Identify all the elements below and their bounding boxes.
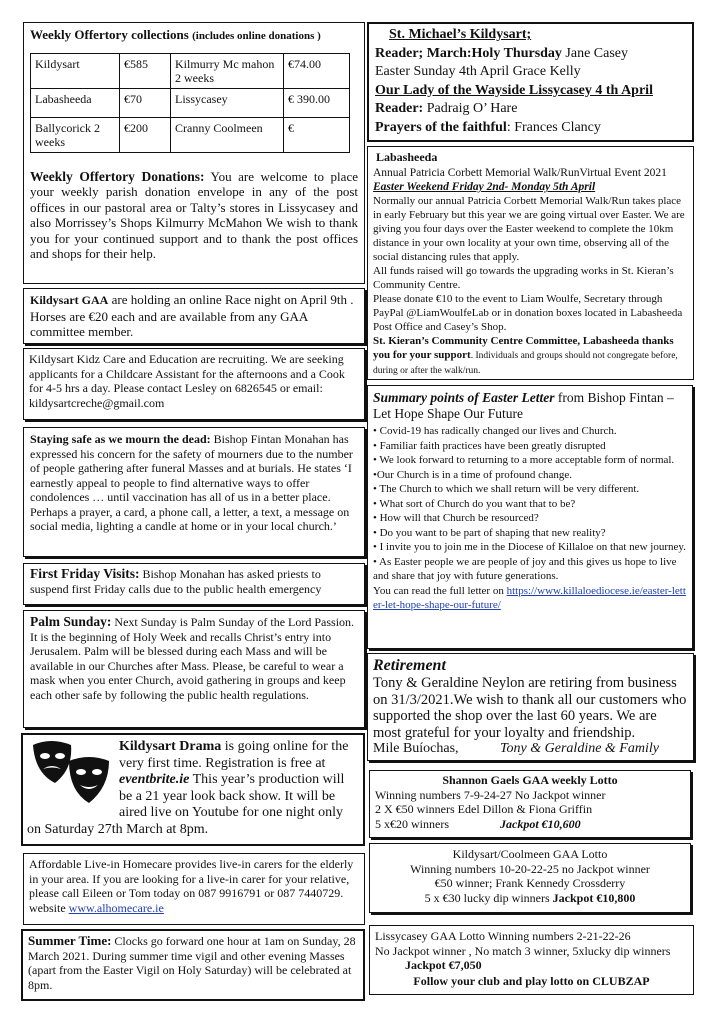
drama-site: eventbrite.ie [119, 772, 190, 787]
reader-label: Reader; March:Holy Thursday [375, 45, 562, 61]
table-cell: Labasheeda [31, 88, 120, 117]
coolmeen-lotto-heading: Kildysart/Coolmeen GAA Lotto [452, 847, 608, 861]
shannon-lotto-winners: 5 x€20 winners [375, 816, 449, 831]
table-cell: € 390.00 [284, 88, 350, 117]
homecare-text: Affordable Live-in Homecare provides live-in carers for the elderly in your area. If you are looking for a live-in carer for your relative, please call Eileen or Tom today on 087 9916791 or 087 7440729. website [29, 857, 354, 915]
labasheeda-p1: Normally our annual Patricia Corbett Memorial Walk/Run takes place in early February but this year we are going virtual over Easter. We are giving you four days over the Easter weekend to complete the 10km distance in your own locality at your own time, observing all of the social distancing rules that apply. [373, 195, 685, 263]
table-cell: Kildysart [31, 53, 120, 88]
st-michaels-reader [375, 46, 686, 63]
staying-safe-text: Bishop Fintan Monahan has expressed his concern for the safety of mourners due to the number of people gathering after funeral Masses and at burials. He states ‘I earnestly appeal to people to find alternative ways to offer condolences … until vaccination has all of us in a better place. Perhaps a prayer, a card, a phone call, a letter, a text, a message on social media, lighting a candle at home or in your local church.’ [30, 432, 353, 533]
table-cell: €200 [120, 117, 171, 152]
labasheeda-subtitle: Annual Patricia Corbett Memorial Walk/RunVirtual Event 2021 [373, 167, 667, 179]
lissycasey-lotto-winners: No Jackpot winner , No match 3 winner, 5xlucky dip winners [375, 943, 671, 958]
table-cell: Ballycorick 2 weeks [31, 117, 120, 152]
table-row [31, 53, 350, 88]
st-michaels-box [367, 22, 694, 142]
palm-sunday-paragraph [30, 615, 358, 702]
offertory-box [23, 22, 365, 284]
labasheeda-p4 [373, 334, 688, 378]
labasheeda-dates: Easter Weekend Friday 2nd- Monday 5th April [373, 181, 596, 193]
lissycasey-lotto-follow: Follow your club and play lotto on CLUBZAP [413, 973, 650, 988]
table-cell: Kilmurry Mc mahon 2 weeks [171, 53, 284, 88]
homecare-paragraph [29, 857, 359, 915]
staying-safe-heading: Staying safe as we mourn the dead: [30, 432, 211, 446]
retirement-box [367, 653, 694, 761]
shannon-gaels-lotto-box [369, 770, 691, 838]
labasheeda-thanks: St. Kieran’s Community Centre Committee, Labasheeda thanks you for your support [373, 335, 674, 361]
first-friday-text: Bishop Monahan has asked priests to suspend first Friday calls due to the public health emergency [30, 567, 322, 596]
list-item: • I invite you to join me in the Diocese of Killaloe on that new journey. [373, 541, 686, 553]
table-cell: Lissycasey [171, 88, 284, 117]
st-michaels-heading: St. Michael’s Kildysart; [389, 27, 532, 42]
offertory-table [30, 53, 350, 153]
easter-letter-heading: Summary points of Easter Letter [373, 390, 555, 405]
coolmeen-lotto-line1: Winning numbers 10-20-22-25 no Jackpot winner [410, 861, 650, 876]
first-friday-box [23, 563, 365, 605]
list-item: • The Church to which we shall return will be very different. [373, 483, 640, 495]
shannon-lotto-line1: Winning numbers 7-9-24-27 No Jackpot winner [375, 787, 606, 802]
drama-text-2: This year’s production will be a 21 year look back show. It will be aired live on Youtube for one night only on Saturday 27th March at 8pm. [27, 772, 345, 837]
table-cell: € [284, 117, 350, 152]
staying-safe-box [23, 427, 365, 557]
offertory-title: Weekly Offertory collections [30, 27, 189, 42]
reader2-name: Padraig O’ Hare [426, 101, 518, 116]
table-row [31, 88, 350, 117]
labasheeda-p2: All funds raised will go towards the upgrading works in St. Kieran’s Community Centre. [373, 265, 674, 291]
donations-paragraph [30, 169, 358, 262]
table-cell: €585 [120, 53, 171, 88]
list-item: • We look forward to returning to a more acceptable form of normal. [373, 454, 675, 466]
easter-sunday-reader: Easter Sunday 4th April Grace Kelly [375, 64, 581, 79]
retirement-sign-right: Tony & Geraldine & Family [500, 741, 659, 756]
palm-sunday-text: Next Sunday is Palm Sunday of the Lord Passion. It is the beginning of Holy Week and recalls Christ’s entry into Jerusalem. Palm will be blessed during each Mass and will be available in our Churches after Mass. Please, be careful to wear a mask when you enter Church, avoid gathering in groups and keep each other safe by following the public health regulations. [30, 615, 355, 702]
drama-text-1: is going online for the very first time. Registration is free at [119, 739, 349, 771]
gaa-race-heading: Kildysart GAA [30, 293, 109, 307]
reader2-label: Reader: [375, 101, 424, 116]
palm-sunday-heading: Palm Sunday: [30, 614, 112, 629]
offertory-title-line [30, 27, 358, 45]
retirement-sign [373, 741, 688, 758]
labasheeda-p3: Please donate €10 to the event to Liam Woulfe, Secretary through PayPal @LiamWoulfeLab or in donation boxes located in Labasheeda Post Office and Casey’s Shop. [373, 293, 683, 333]
easter-letter-points [373, 424, 687, 584]
reader-name: Jane Casey [565, 45, 629, 61]
summer-time-box [21, 929, 365, 1001]
easter-letter-link-prefix: You can read the full letter on [373, 584, 504, 597]
coolmeen-lotto-line2: €50 winner; Frank Kennedy Crossderry [434, 876, 626, 890]
homecare-box [23, 853, 365, 925]
prayers-name: : Frances Clancy [506, 119, 601, 135]
labasheeda-heading: Labasheeda [376, 150, 438, 164]
shannon-lotto-line2: 2 X €50 winners Edel Dillon & Fiona Griffin [375, 802, 593, 816]
summer-time-text: Clocks go forward one hour at 1am on Sunday, 28 March 2021. During summer time vigil and other evening Masses (apart from the Easter Vigil on Holy Saturday) will be celebrated at 8pm. [28, 934, 356, 992]
list-item: • Covid-19 has radically changed our lives and Church. [373, 425, 617, 437]
list-item: • Familiar faith practices have been greatly disrupted [373, 439, 606, 452]
lissycasey-lotto-line1: Lissycasey GAA Lotto Winning numbers 2-21-22-26 [375, 929, 631, 943]
gaa-race-paragraph [30, 292, 358, 340]
lissycasey-lotto-box [369, 925, 694, 995]
table-cell: €74.00 [284, 53, 350, 88]
first-friday-heading: First Friday Visits: [30, 566, 140, 581]
prayers-line [375, 120, 686, 137]
palm-sunday-box [23, 610, 365, 728]
summer-time-paragraph [28, 934, 358, 992]
easter-letter-link[interactable]: https://www.killaloediocese.ie/easter-letter-let-hope-shape-our-future/ [373, 584, 686, 611]
coolmeen-lotto-jackpot: Jackpot €10,800 [552, 890, 636, 905]
theatre-masks-icon [29, 739, 113, 809]
lissycasey-lotto-jackpot: Jackpot €7,050 [405, 958, 482, 972]
gaa-race-box [23, 288, 365, 344]
coolmeen-lotto-line3 [375, 891, 685, 906]
first-friday-paragraph [30, 567, 358, 596]
retirement-text: Tony & Geraldine Neylon are retiring from business on 31/3/2021.We wish to thank all our customers who supported the shop over the last 60 years. We are most grateful for your loyalty and friendship. [373, 675, 687, 741]
retirement-heading: Retirement [373, 657, 446, 674]
easter-letter-box [367, 385, 693, 649]
offertory-title-note: (includes online donations ) [192, 30, 321, 42]
coolmeen-lotto-winners: 5 x €30 lucky dip winners [424, 890, 550, 905]
drama-box [21, 733, 365, 846]
summer-time-heading: Summer Time: [28, 933, 112, 948]
kidz-care-box [23, 348, 365, 420]
kidz-care-text: Kildysart Kidz Care and Education are recruiting. We are seeking applicants for a Childcare Assistant for the afternoons and a Cook for 4-5 hrs a day. Please contact Lesley on 6826545 or email: kildysartcreche@gmail.com [29, 352, 345, 410]
easter-letter-title [373, 390, 687, 422]
shannon-lotto-jackpot: Jackpot €10,600 [500, 816, 581, 831]
lissycasey-reader [375, 101, 686, 118]
gaa-race-text: are holding an online Race night on April 9th . Horses are €20 each and are available from any GAA committee member. [30, 292, 354, 339]
list-item: • Do you want to be part of shaping that new reality? [373, 526, 606, 539]
drama-heading: Kildysart Drama [119, 739, 222, 754]
prayers-label: Prayers of the faithful [375, 119, 507, 135]
lissycasey-lotto-line2 [375, 944, 688, 973]
lady-wayside-heading: Our Lady of the Wayside Lissycasey 4 th April [375, 82, 653, 98]
shannon-lotto-heading: Shannon Gaels GAA weekly Lotto [442, 773, 618, 787]
labasheeda-box [367, 146, 694, 380]
table-row [31, 117, 350, 152]
retirement-sign-left: Mile Buíochas, [373, 741, 459, 756]
table-cell: €70 [120, 88, 171, 117]
staying-safe-paragraph [30, 432, 358, 534]
list-item: • What sort of Church do you want that to be? [373, 497, 576, 510]
table-cell: Cranny Coolmeen [171, 117, 284, 152]
list-item: •Our Church is in a time of profound change. [373, 468, 573, 481]
homecare-link[interactable]: www.alhomecare.ie [68, 900, 164, 915]
donations-text: You are welcome to place your weekly parish donation envelope in any of the post offices in our pastoral area or Talty’s stores in Lissycasey and also Morrissey’s Shops Kilmurry McMahon We wish to thank you for your continued support and to thank the post offices and shops for their help. [30, 168, 358, 261]
coolmeen-lotto-box [369, 843, 691, 913]
list-item: • As Easter people we are people of joy and this gives us hope to live and share that joy with future generations. [373, 555, 677, 582]
list-item: • How will that Church be resourced? [373, 512, 539, 524]
shannon-lotto-line3 [375, 817, 685, 832]
donations-heading: Weekly Offertory Donations: [30, 168, 205, 184]
easter-letter-heading-rest: from Bishop Fintan – Let Hope Shape Our Future [373, 390, 674, 421]
easter-letter-link-line [373, 584, 687, 613]
labasheeda-note: . Individuals and groups should not congregate before, during or after the walk/run. [373, 351, 678, 376]
